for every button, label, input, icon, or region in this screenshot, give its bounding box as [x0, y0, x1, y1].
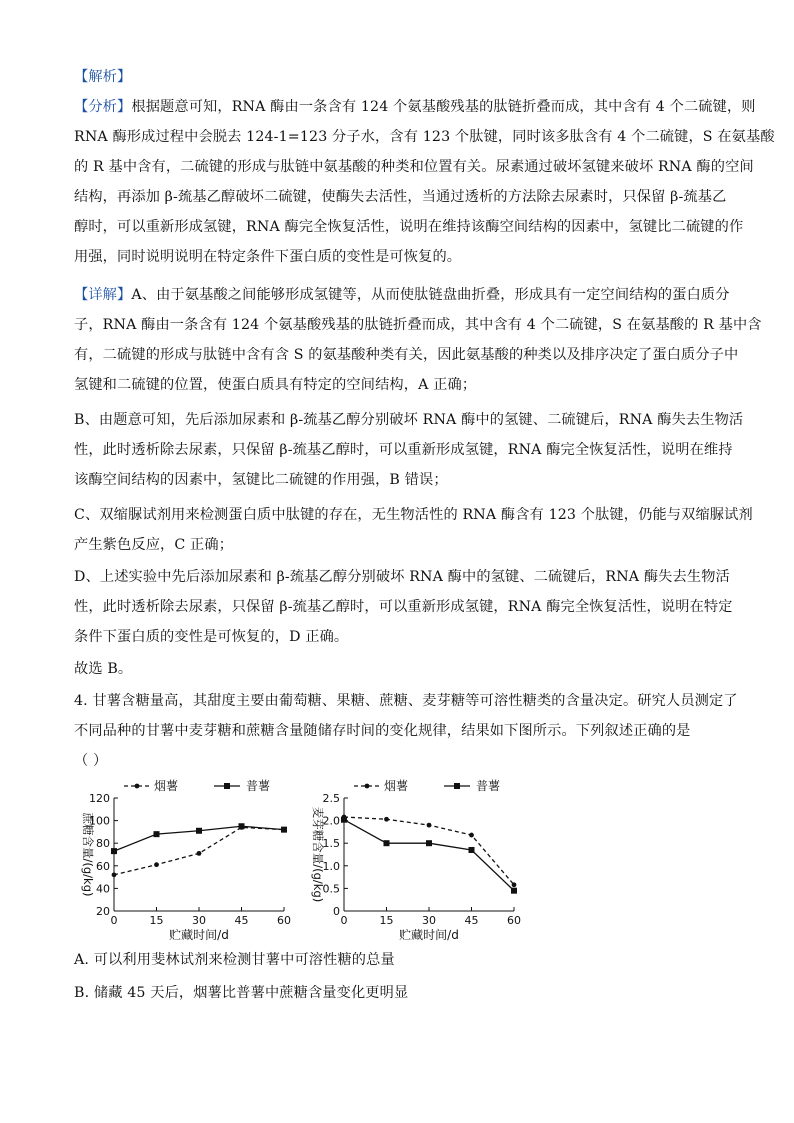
y-tick-label: 1.0 [322, 859, 340, 873]
data-point [197, 851, 202, 856]
y-tick-label: 100 [89, 814, 110, 828]
option-d-explanation: 条件下蛋白质的变性是可恢复的，D 正确。 [74, 629, 349, 645]
data-point [426, 840, 432, 846]
x-tick-label: 15 [149, 914, 164, 927]
analysis-heading: 【解析】 [74, 69, 132, 85]
analysis-line [74, 97, 756, 117]
data-point [512, 882, 517, 887]
data-point [154, 831, 160, 837]
xiangjie-text: A、由于氨基酸之间能够形成氢键等，从而使肽链盘曲折叠，形成具有一定空间结构的蛋白质分 [131, 287, 730, 303]
detail-line [74, 285, 730, 305]
option-b-explanation: 该酶空间结构的因素中，氢键比二硫键的作用强，B 错误； [74, 472, 448, 488]
question-stem: 不同品种的甘薯中麦芽糖和蔗糖含量随储存时间的变化规律，结果如下图所示。下列叙述正确的是 [74, 723, 691, 739]
legend-label: 普薯 [476, 779, 501, 793]
data-point [281, 827, 287, 833]
legend-marker [135, 784, 140, 789]
sucrose-chart [68, 776, 298, 950]
legend-marker [454, 783, 460, 789]
fenxi-text: 根据题意可知，RNA 酶由一条含有 124 个氨基酸残基的肽链折叠而成，其中含有 4 个二硫键，则 [131, 99, 756, 115]
maltose-chart [298, 776, 528, 950]
detail-line: 氢键和二硫键的位置，使蛋白质具有特定的空间结构，A 正确； [74, 377, 477, 393]
legend-marker [224, 783, 230, 789]
fenxi-tag: 【分析】 [74, 99, 132, 115]
y-axis-label: 麦芽糖含量/(g/kg) [311, 806, 325, 903]
x-tick-label: 15 [379, 914, 394, 927]
option-a: A. 可以利用斐林试剂来检测甘薯中可溶性糖的总量 [74, 952, 395, 968]
option-b-explanation: 性，此时透析除去尿素，只保留 β-巯基乙醇时，可以重新形成氢键，RNA 酶完全恢复活性，说明在维持 [74, 442, 733, 458]
x-axis-label: 贮藏时间/d [169, 928, 229, 942]
sucrose-chart-svg [68, 776, 298, 946]
option-b: B. 储藏 45 天后，烟薯比普薯中蔗糖含量变化更明显 [74, 985, 409, 1001]
analysis-line: 用强，同时说明说明在特定条件下蛋白质的变性是可恢复的。 [74, 249, 462, 265]
detail-line: 有，二硫键的形成与肽链中含有含 S 的氨基酸种类有关，因此氨基酸的种类以及排序决定了蛋白质分子中 [74, 347, 739, 363]
y-tick-label: 40 [96, 882, 110, 896]
maltose-chart-svg [298, 776, 528, 946]
data-point [384, 817, 389, 822]
legend-label: 普薯 [246, 779, 271, 793]
x-tick-label: 45 [464, 914, 479, 927]
x-tick-label: 60 [507, 914, 521, 927]
analysis-line: RNA 酶形成过程中会脱去 124-1=123 分子水，含有 123 个肽键，同时该多肽含有 4 个二硫键，S 在氨基酸 [74, 129, 775, 145]
xiangjie-tag: 【详解】 [74, 287, 132, 303]
y-tick-label: 120 [89, 792, 110, 805]
option-d-explanation: D、上述实验中先后添加尿素和 β-巯基乙醇分别破坏 RNA 酶中的氢键、二硫键后，RNA 酶失去生物活 [74, 569, 730, 585]
data-point [511, 888, 517, 894]
data-point [384, 840, 390, 846]
legend-marker [365, 784, 370, 789]
x-tick-label: 0 [110, 914, 118, 927]
y-tick-label: 80 [96, 837, 110, 851]
x-tick-label: 60 [277, 914, 291, 927]
data-point [111, 848, 117, 854]
data-point [427, 823, 432, 828]
data-point [112, 872, 117, 877]
y-tick-label: 2.0 [322, 814, 340, 828]
legend-label: 烟薯 [154, 779, 179, 793]
option-d-explanation: 性，此时透析除去尿素，只保留 β-巯基乙醇时，可以重新形成氢键，RNA 酶完全恢复活性，说明在特定 [74, 599, 733, 615]
detail-line: 子，RNA 酶由一条含有 124 个氨基酸残基的肽链折叠而成，其中含有 4 个二硫键，S 在氨基酸的 R 基中含 [74, 317, 762, 333]
x-tick-label: 30 [192, 914, 206, 927]
analysis-line: 醇时，可以重新形成氢键，RNA 酶完全恢复活性，说明在维持该酶空间结构的因素中，氢键比二硫键的作 [74, 219, 744, 235]
answer-conclusion: 故选 B。 [74, 661, 133, 677]
x-tick-label: 45 [234, 914, 249, 927]
question-stem: 4. 甘薯含糖量高，其甜度主要由葡萄糖、果糖、蔗糖、麦芽糖等可溶性糖类的含量决定。研究人员测定了 [74, 693, 738, 709]
y-tick-label: 0 [333, 905, 340, 918]
option-c-explanation: C、双缩脲试剂用来检测蛋白质中肽键的存在，无生物活性的 RNA 酶含有 123 个肽键，仍能与双缩脲试剂 [74, 507, 753, 523]
y-tick-label: 1.5 [322, 837, 340, 851]
y-tick-label: 60 [96, 859, 110, 873]
y-tick-label: 2.5 [322, 792, 340, 805]
data-point [239, 823, 245, 829]
data-point [469, 847, 475, 853]
option-b-explanation: B、由题意可知，先后添加尿素和 β-巯基乙醇分别破坏 RNA 酶中的氢键、二硫键后，RNA 酶失去生物活 [74, 412, 744, 428]
analysis-line: 的 R 基中含有，二硫键的形成与肽链中氨基酸的种类和位置有关。尿素通过破坏氢键来破坏 RNA 酶的空间 [74, 159, 754, 175]
data-point [469, 833, 474, 838]
legend-label: 烟薯 [384, 779, 409, 793]
y-tick-label: 0.5 [322, 882, 340, 896]
answer-bracket: （ ） [74, 753, 108, 769]
data-point [196, 828, 202, 834]
x-tick-label: 0 [340, 914, 348, 927]
x-tick-label: 30 [422, 914, 436, 927]
option-c-explanation: 产生紫色反应，C 正确； [74, 537, 234, 553]
x-axis-label: 贮藏时间/d [399, 928, 459, 942]
analysis-line: 结构，再添加 β-巯基乙醇破坏二硫键，使酶失去活性，当通过透析的方法除去尿素时，只保留 β-巯基乙 [74, 189, 727, 205]
data-point [154, 862, 159, 867]
data-point [341, 817, 347, 823]
y-tick-label: 20 [96, 905, 110, 918]
y-axis-label: 蔗糖含量/(g/kg) [81, 812, 95, 897]
